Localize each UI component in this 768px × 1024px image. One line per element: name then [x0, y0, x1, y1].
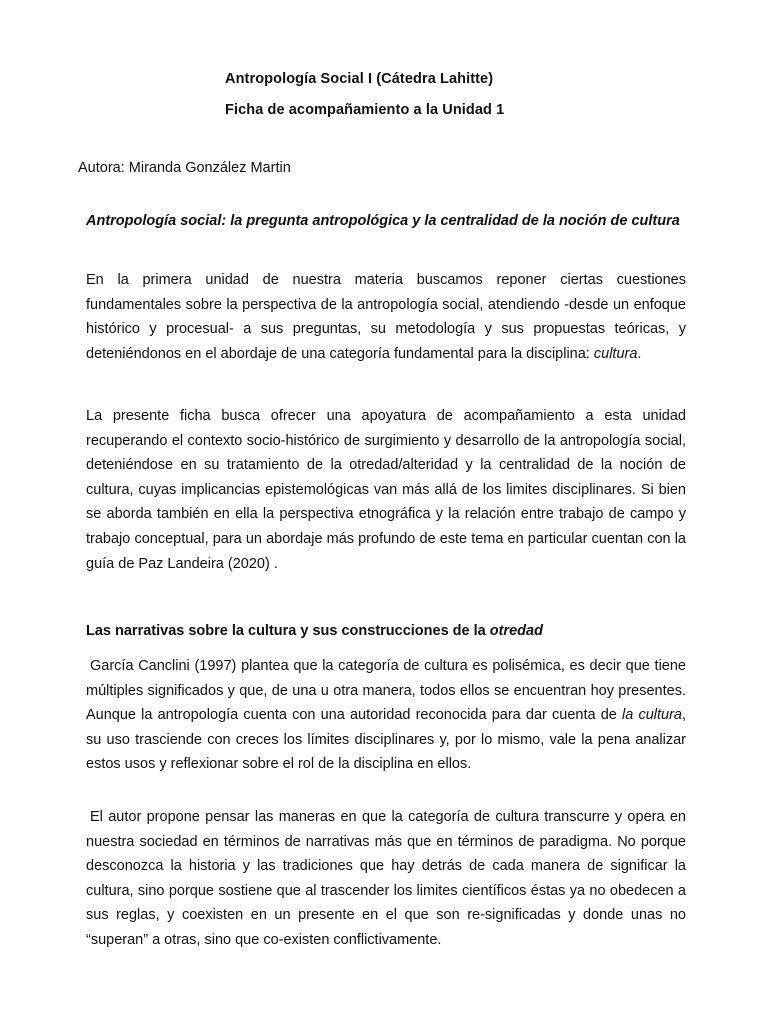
author-line: Autora: Miranda González Martin [78, 160, 291, 176]
document-subtitle: Ficha de acompañamiento a la Unidad 1 [225, 102, 505, 118]
paragraph-1-italic: cultura [593, 345, 638, 362]
section-heading-2 [86, 618, 686, 644]
paragraph-4: El autor propone pensar las maneras en que la categoría de cultura transcurre y opera en nuestra sociedad en términos de narrativas más que en términos de paradigma. No porque desconozca la historia y las tradiciones que hay detrás de cada manera de significar la cultura, sino porque sostiene que al trascender los limites científicos éstas ya no obedecen a sus reglas, y coexisten en un presente en el que son re-significadas y donde unas no “superan” a otras, sino que co-existen conflictivamente. [86, 809, 686, 948]
section-heading-2-italic: otredad [489, 623, 543, 639]
paragraph-3-italic: la cultura [622, 707, 682, 724]
section-heading-2-text: Las narrativas sobre la cultura y sus construcciones de la [86, 623, 490, 639]
paragraph-1 [86, 268, 686, 366]
document-title: Antropología Social I (Cátedra Lahitte) [225, 71, 494, 87]
paragraph-1-text: En la primera unidad de nuestra materia buscamos reponer ciertas cuestiones fundamentales sobre la perspectiva de la antropología social, atendiendo -desde un enfoque histórico y procesual- a sus preguntas, su metodología y sus propuestas teóricas, y deteniéndonos en el abordaje de una categoría fundamental para la disciplina: [86, 272, 686, 362]
paragraph-3-end: , su uso trasciende con creces los límites disciplinares y, por lo mismo, vale la pena analizar estos usos y reflexionar sobre el rol de la disciplina en ellos. [86, 707, 687, 773]
paragraph-2: La presente ficha busca ofrecer una apoyatura de acompañamiento a esta unidad recuperando el contexto socio-histórico de surgimiento y desarrollo de la antropología social, deteniéndose en su tratamiento de la otredad/alteridad y la centralidad de la noción de cultura, cuyas implicancias epistemológicas van más allá de los limites disciplinares. Si bien se aborda también en ella la perspectiva etnográfica y la relación entre trabajo de campo y trabajo conceptual, para un abordaje más profundo de este tema en particular cuentan con la guía de Paz Landeira (2020) . [86, 408, 686, 572]
paragraph-3 [86, 654, 686, 777]
section-heading-1: Antropología social: la pregunta antropológica y la centralidad de la noción de cultura [86, 213, 680, 229]
paragraph-3-text: García Canclini (1997) plantea que la categoría de cultura es polisémica, es decir que tiene múltiples significados y que, de una u otra manera, todos ellos se encuentran hoy presentes. Aunque la antropología cuenta con una autoridad reconocida para dar cuenta de [86, 658, 686, 724]
paragraph-1-end: . [637, 345, 642, 362]
